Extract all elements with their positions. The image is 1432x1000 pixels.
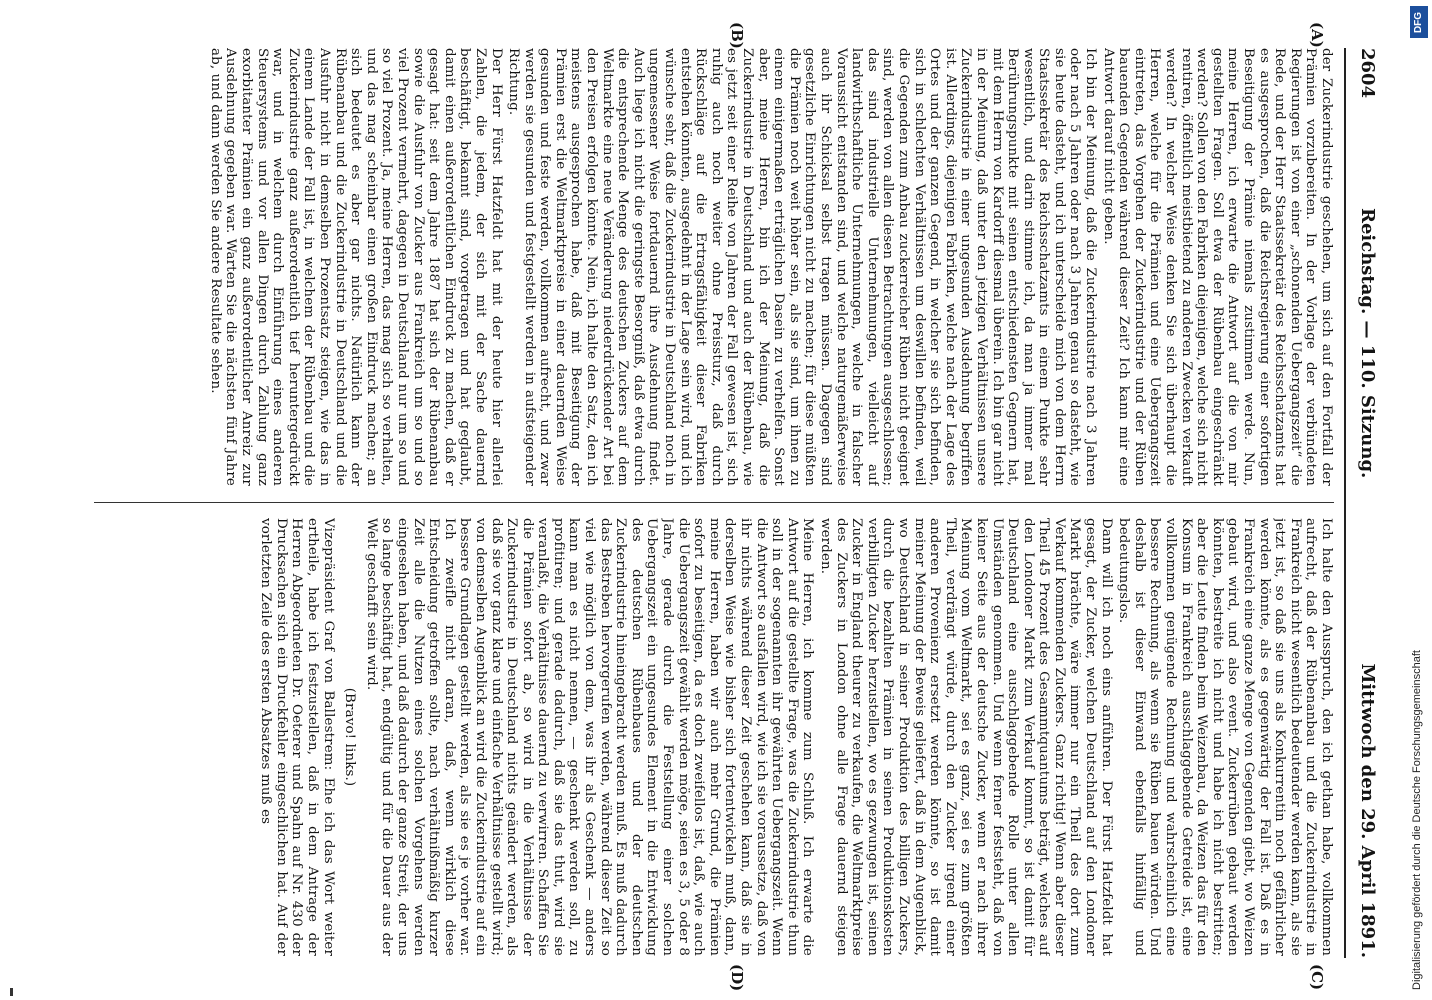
right-column: [94, 518, 1334, 956]
page-header: [1344, 48, 1386, 958]
margin-mark-c: (C): [1308, 964, 1326, 991]
paragraph: Ich bin der Meinung, daß die Zuckerindustrie nach 3 Jahren oder nach 5 Jahren oder nach 3 Jahren genau so dasteht, wie sie heute dasteht, und ich unterscheide mich von dem Herrn Staatssekretär des Reichsschatzamts in einem Punkte sehr wesentlich, und darin stimme ich, da man ja immer mal Berührungspunkte mit seinen entschiedensten Gegnern hat, mit dem Herrn von Kardorff diesmal überein. Ich bin gar nicht in der Meinung, daß unter den jetzigen Verhältnissen unsere Zuckerindustrie in einer ungesunden Ausdehnung begriffen ist. Allerdings, diejenigen Fabriken, welche nach der Lage des Ortes und der ganzen Gegend, in welcher sie sich befinden, sich in schlechten Verhältnissen um deswillen befinden, weil die Gegenden zum Anbau zuckerreicher Rüben nicht geeignet sind, werden von allen diesen Betrachtungen ausgeschlossen; das sind industrielle Unternehmungen, vielleicht auf landwirthschaftliche Unternehmungen, welche in falscher Voraussicht entstanden sind, und welche naturgemäßerweise auch ihr Schicksal selbst tragen müssen. Dagegen sind gesetzliche Einrichtungen nicht zu machen; für diese müßten die Prämien noch weit höher sein, als sie sind, um ihnen zu einem einigermaßen erträglichen Dasein zu verhelfen. Sonst aber, meine Herren, bin ich der Meinung, daß die Zuckerindustrie in Deutschland und auch der Rübenbau, wie es jetzt seit einer Reihe von Jahren der Fall gewesen ist, sich ruhig auch noch weiter ohne Preissturz, daß durch Rückschläge auf die Ertragsfähigkeit dieser Fabriken entstehen könnten, ausgedehnt in der Lage sein wird, und ich wünsche sehr, daß die Zuckerindustrie in Deutschland noch in ungemessener Weise fortdauernd ihre Ausdehnung findet. Auch liege ich nicht die geringste Besorgniß, daß etwa durch die entsprechende Menge des deutschen Zuckers auf dem Weltmarkte eine neue Veränderung niederdrückender Art bei den Preisen erfolgen könnte. Nein, ich halte den Satz, den ich meistens ausgesprochen habe, daß mit Beseitigung der Prämien erst die Weltmarktpreise in einer dauernden Weise gesunden und feste werden, vollkommen aufrecht, und zwar werden sie gesunden und festgestellt werden in aufsteigender Richtung.: [506, 48, 1099, 486]
digitization-credit-strip: [1408, 0, 1432, 1000]
dfg-credit-text: Digitalisierung gefördert durch die Deutsche Forschungsgemeinschaft: [1411, 650, 1423, 990]
paragraph: Ich halte den Ausspruch, den ich gethan habe, vollkommen aufrecht, daß der Rübenanbau und die Zuckerindustrie in Frankreich nicht wesentlich bedeutender werden kann, als sie jetzt ist, so daß sie uns als Konkurrentin noch gefährlicher werden könnte, als es gegenwärtig der Fall ist. Daß es in Frankreich eine ganze Menge von Gegenden giebt, wo Weizen gebaut wird, und also event. Zuckerrüben gebaut werden könnten, bestreite ich nicht und habe ich nicht bestritten; aber die Leute finden beim Weizenbau, da Weizen das für den Konsum in Frankreich ausschlaggebende Getreide ist, eine vollkommen genügende Rechnung und wahrscheinlich eine bessere Rechnung, als wenn sie Rüben bauen würden. Und deshalb ist dieser Einwand ebenfalls hinfällig und bedeutungslos.: [1116, 518, 1334, 956]
page-content: [86, 22, 1386, 992]
page-number: 2604: [1357, 48, 1378, 99]
session-date: Mittwoch den 29. April 1891.: [1357, 663, 1378, 958]
margin-mark-b: (B): [728, 22, 746, 49]
column-divider: [94, 502, 1334, 503]
paragraph: der Zuckerindustrie geschehen, um sich auf den Fortfall der Prämien vorzubereiten. In der Vorlage der verbündeten Regierungen ist von einer „schonenden Uebergangszeit“ die Rede, und der Herr Staatssekretär des Reichsschatzamts hat es ausgesprochen, daß die Reichsregierung einer sofortigen Beseitigung der Prämie niemals zustimmen werde. Nun, meine Herren, ich erwarte die Antwort auf die von mir gestellten Fragen. Soll etwa der Rübenbau eingeschränkt werden? Sollen von den Fabriken diejenigen, welche sich nicht rentiren, öffentlich meistbietend zu anderen Zwecken verkauft werden? In welcher Weise denken Sie sich überhaupt die Herren, welche für die Prämien und eine Uebergangszeit eintreten, das Vorgehen der Zuckerindustrie und der Rüben bauenden Gegenden während dieser Zeit? Ich kann mir eine Antwort darauf nicht geben.: [1100, 48, 1334, 486]
margin-mark-a: (A): [1308, 22, 1326, 48]
paragraph: Der Herr Fürst Hatzfeldt hat mit der heute hier allerlei Zahlen, die jedem, der sich mit der Sache dauernd beschäftigt, bekannt sind, vorgetragen und hat geglaubt, damit einen außerordentlichen Eindruck zu machen, daß er gesagt hat: seit dem Jahre 1887 hat sich der Rübenanbau sowie die Ausfuhr von Zucker aus Frankreich um so und so viel Prozent vermehrt, dagegen in Deutschland nur um so und so viel Prozent. Ja, meine Herren, das mag sich so verhalten, und das mag scheinbar einen großen Eindruck machen; an sich bedeutet es aber gar nichts. Natürlich kann der Rübenanbau und die Zuckerindustrie in Deutschland und die Ausfuhr nicht in demselben Prozentsatz steigen, wie das in einem Lande der Fall ist, in welchem der Rübenbau und die Zuckerindustrie ganz außerordentlich tief heruntergedrückt war, und in welchem durch Einführung eines anderen Steuersystems und vor allen Dingen durch Zahlung ganz exorbitanter Prämien ein ganz außerordentlicher Anreiz zur Ausdehnung gegeben war. Warten Sie die nächsten fünf Jahre ab, und dann werden Sie andere Resultate sehen.: [207, 48, 504, 486]
paragraph: Meine Herren, ich komme zum Schluß. Ich erwarte die Antwort auf die gestellte Frage, was die Zuckerindustrie thun soll in der sogenannten ihr gewährten Uebergangszeit. Wenn die Antwort so ausfallen wird, wie ich sie voraussetze, daß von ihr nichts während dieser Zeit geschehen kann, daß sie in derselben Weise wie bisher sich fortentwickeln muß, dann, meine Herren, haben wir auch mehr Grund, die Prämien sofort zu beseitigen, da es doch zweifellos ist, daß, wie auch die Uebergangszeit gewählt werden möge, seien es 3, 5 oder 8 Jahre, gerade durch die Feststellung einer solchen Uebergangszeit ein ungesundes Element in die Entwicklung des deutschen Rübenbaues und der deutschen Zuckerindustrie hineingebracht werden muß. Es muß dadurch das Bestreben hervorgerufen werden, während dieser Zeit so viel wie möglich von dem, was ihr als Geschenk — anders kann man es nicht nennen, — geschenkt werden soll, zu profitiren; und gerade dadurch, daß sie das thut, wird sie veranlaßt, die Verhältnisse dauernd zu verwirren. Schaffen Sie die Prämien sofort ab, so wird in die Verhältnisse der Zuckerindustrie in Deutschland nichts geändert werden, als daß sie vor ganz klare und einfache Verhältnisse gestellt wird; von demselben Augenblick an wird die Zuckerindustrie auf ein bessere Grundlagen gestellt werden, als sie es je vorher war. Ich zweifle nicht daran, daß, wenn wirklich diese Entscheidung getroffen sollte, nach verhältnißmäßig kurzer Zeit alle die Nutzen eines solchen Vorgehens werden eingesehen haben, und daß dadurch der ganze Streit, der uns so lange beschäftigt hat, endgültig und für die Dauer aus der Welt geschafft sein wird.: [363, 518, 816, 956]
applause-note: (Bravo! links.): [342, 687, 358, 787]
paragraph: Vizepräsident Graf von Ballestrem: Ehe ich das Wort weiter ertheile, habe ich festzustellen, daß in dem Antrage der Herren Abgeordneten Dr. Oeterer und Spahn auf Nr. 430 der Drucksachen sich ein Druckfehler eingeschlichen hat. Auf der vorletzten Zeile des ersten Absatzes muß es: [258, 518, 336, 956]
scan-corner-mark: [10, 988, 13, 996]
left-column: [94, 48, 1334, 486]
dfg-logo-text: DFG: [1413, 11, 1425, 33]
margin-mark-d: (D): [728, 964, 746, 992]
paragraph: Dann will ich noch eins anführen. Der Fürst Hatzfeldt hat gesagt, der Zucker, welchen Deutschland auf den Londoner Markt brächte, wäre immer nur ein Theil des dort zum Verkauf kommenden Zuckers. Ganz richtig! Wenn aber dieser Theil 45 Prozent des Gesammtquantums beträgt, welches auf den Londoner Markt zum Verkauf kommt, so ist damit für Deutschland eine ausschlaggebende Rolle unter allen Umständen genommen. Und wenn ferner feststeht, daß von keiner Seite aus der deutsche Zucker, wenn er nach ihrer Meinung vom Weltmarkt, sei es ganz, sei es zum größten Theil, verdrängt würde, durch den Zucker irgend einer anderen Provenienz ersetzt werden könnte, so ist damit meiner Meinung der Beweis geliefert, daß in dem Augenblick, wo Deutschland in seiner Produktion des billigen Zuckers, durch die bezahlten Prämien in seinen Produktionskosten verbilligten Zucker herzustellen, wo es gezwungen ist, seinen Zucker in England theurer zu verkaufen, die Weltmarktpreise des Zuckers in London ohne alle Frage dauernd steigen werden.: [818, 518, 1114, 956]
dfg-logo: [1410, 6, 1428, 38]
session-title: Reichstag. — 110. Sitzung.: [1357, 208, 1378, 479]
